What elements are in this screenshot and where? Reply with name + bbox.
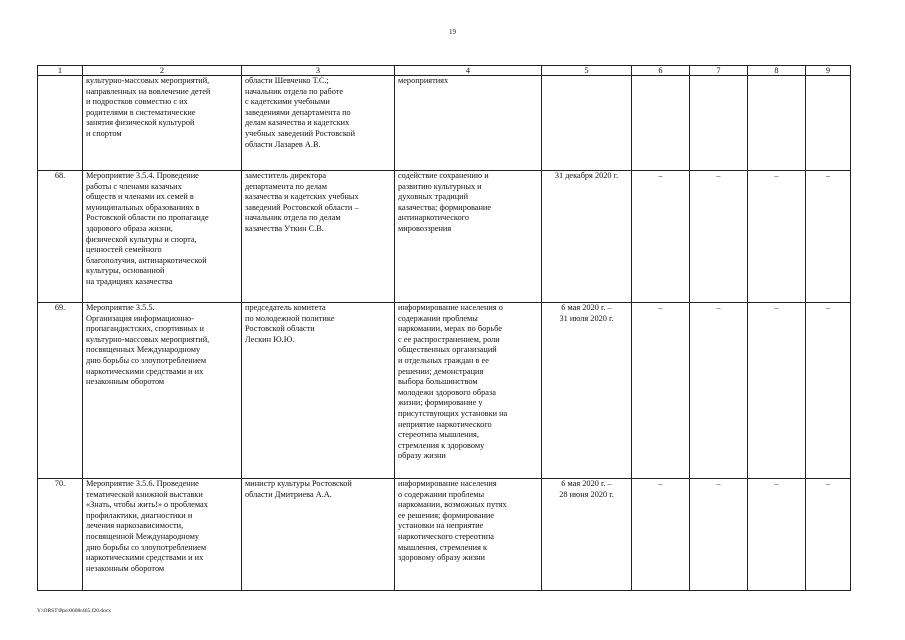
col-header-9: 9 <box>806 66 851 76</box>
result-cell: информирование населения о содержании проблемы наркомании, возможных путях ее решения; формирование установки на неприятие наркотического стереотипа мышления, стремления к здоровому образу жизни <box>395 479 542 591</box>
result-cell: содействие сохранению и развитию культурных и духовных традиций казачества; формирование антинаркотического мировоззрения <box>395 171 542 303</box>
responsible-cell: области Шевченко Т.С.; начальник отдела по работе с кадетскими учебными заведениями департамента по делам казачества и кадетских учебных заведений Ростовской области Лазарев А.В. <box>242 76 395 171</box>
col6-cell: – <box>632 303 690 479</box>
table-row <box>38 76 851 171</box>
table-row <box>38 303 851 479</box>
page-number: 19 <box>449 28 456 36</box>
row-number: 70. <box>38 479 83 591</box>
result-cell: информирование населения о содержании проблемы наркомании, мерах по борьбе с ее распространением, роли общественных организаций и отдельных граждан в ее решении; демонстрация выбора большинством молодежи здорового образа жизни; формирование у присутствующих установки на неприятие наркотического стереотипа мышления, стремления к здоровому образу жизни <box>395 303 542 479</box>
col9-cell: – <box>806 303 851 479</box>
col8-cell: – <box>748 303 806 479</box>
col6-cell: – <box>632 479 690 591</box>
row-number: 69. <box>38 303 83 479</box>
event-cell: Мероприятие 3.5.4. Проведение работы с членами казачьих обществ и членами их семей в муниципальных образованиях в Ростовской области по пропаганде здорового образа жизни, физической культуры и спорта, ценностей семейного благополучия, антинаркотической культуры, основанной на традициях казачества <box>83 171 242 303</box>
col8-cell: – <box>748 479 806 591</box>
col-header-1: 1 <box>38 66 83 76</box>
col-header-4: 4 <box>395 66 542 76</box>
date-cell: 31 декабря 2020 г. <box>542 171 632 303</box>
table-row <box>38 479 851 591</box>
event-cell: культурно-массовых мероприятий, направленных на вовлечение детей и подростков совместно с их родителями в систематические занятия физической культурой и спортом <box>83 76 242 171</box>
col7-cell: – <box>690 171 748 303</box>
col9-cell: – <box>806 479 851 591</box>
col-header-8: 8 <box>748 66 806 76</box>
responsible-cell: министр культуры Ростовской области Дмитриева А.А. <box>242 479 395 591</box>
col7-cell: – <box>690 479 748 591</box>
column-number-row <box>38 66 851 76</box>
col-header-7: 7 <box>690 66 748 76</box>
date-cell: 6 мая 2020 г. – 31 июля 2020 г. <box>542 303 632 479</box>
footer-file-path: Y:\ORST\Ppo\0608r465.f20.docx <box>37 608 112 614</box>
col-header-6: 6 <box>632 66 690 76</box>
date-cell <box>542 76 632 171</box>
event-cell: Мероприятие 3.5.5. Организация информационно- пропагандистских, спортивных и культурно-массовых мероприятий, посвященных Международному дню борьбы со злоупотреблением наркотическими средствами и их незаконным оборотом <box>83 303 242 479</box>
result-cell: мероприятиях <box>395 76 542 171</box>
col6-cell: – <box>632 171 690 303</box>
col7-cell <box>690 76 748 171</box>
responsible-cell: заместитель директора департамента по делам казачества и кадетских учебных заведений Ростовской области – начальник отдела по делам казачества Уткин С.В. <box>242 171 395 303</box>
col9-cell <box>806 76 851 171</box>
col6-cell <box>632 76 690 171</box>
event-cell: Мероприятие 3.5.6. Проведение тематической книжной выставки «Знать, чтобы жить!» о проблемах профилактики, диагностики и лечения наркозависимости, посвященной Международному дню борьбы со злоупотреблением наркотическими средствами и их незаконным оборотом <box>83 479 242 591</box>
responsible-cell: председатель комитета по молодежной политике Ростовской области Лескин Ю.Ю. <box>242 303 395 479</box>
table-row <box>38 171 851 303</box>
col-header-5: 5 <box>542 66 632 76</box>
col8-cell <box>748 76 806 171</box>
date-cell: 6 мая 2020 г. – 28 июня 2020 г. <box>542 479 632 591</box>
col-header-2: 2 <box>83 66 242 76</box>
col-header-3: 3 <box>242 66 395 76</box>
row-number <box>38 76 83 171</box>
events-table <box>37 65 851 591</box>
col9-cell: – <box>806 171 851 303</box>
col7-cell: – <box>690 303 748 479</box>
row-number: 68. <box>38 171 83 303</box>
col8-cell: – <box>748 171 806 303</box>
